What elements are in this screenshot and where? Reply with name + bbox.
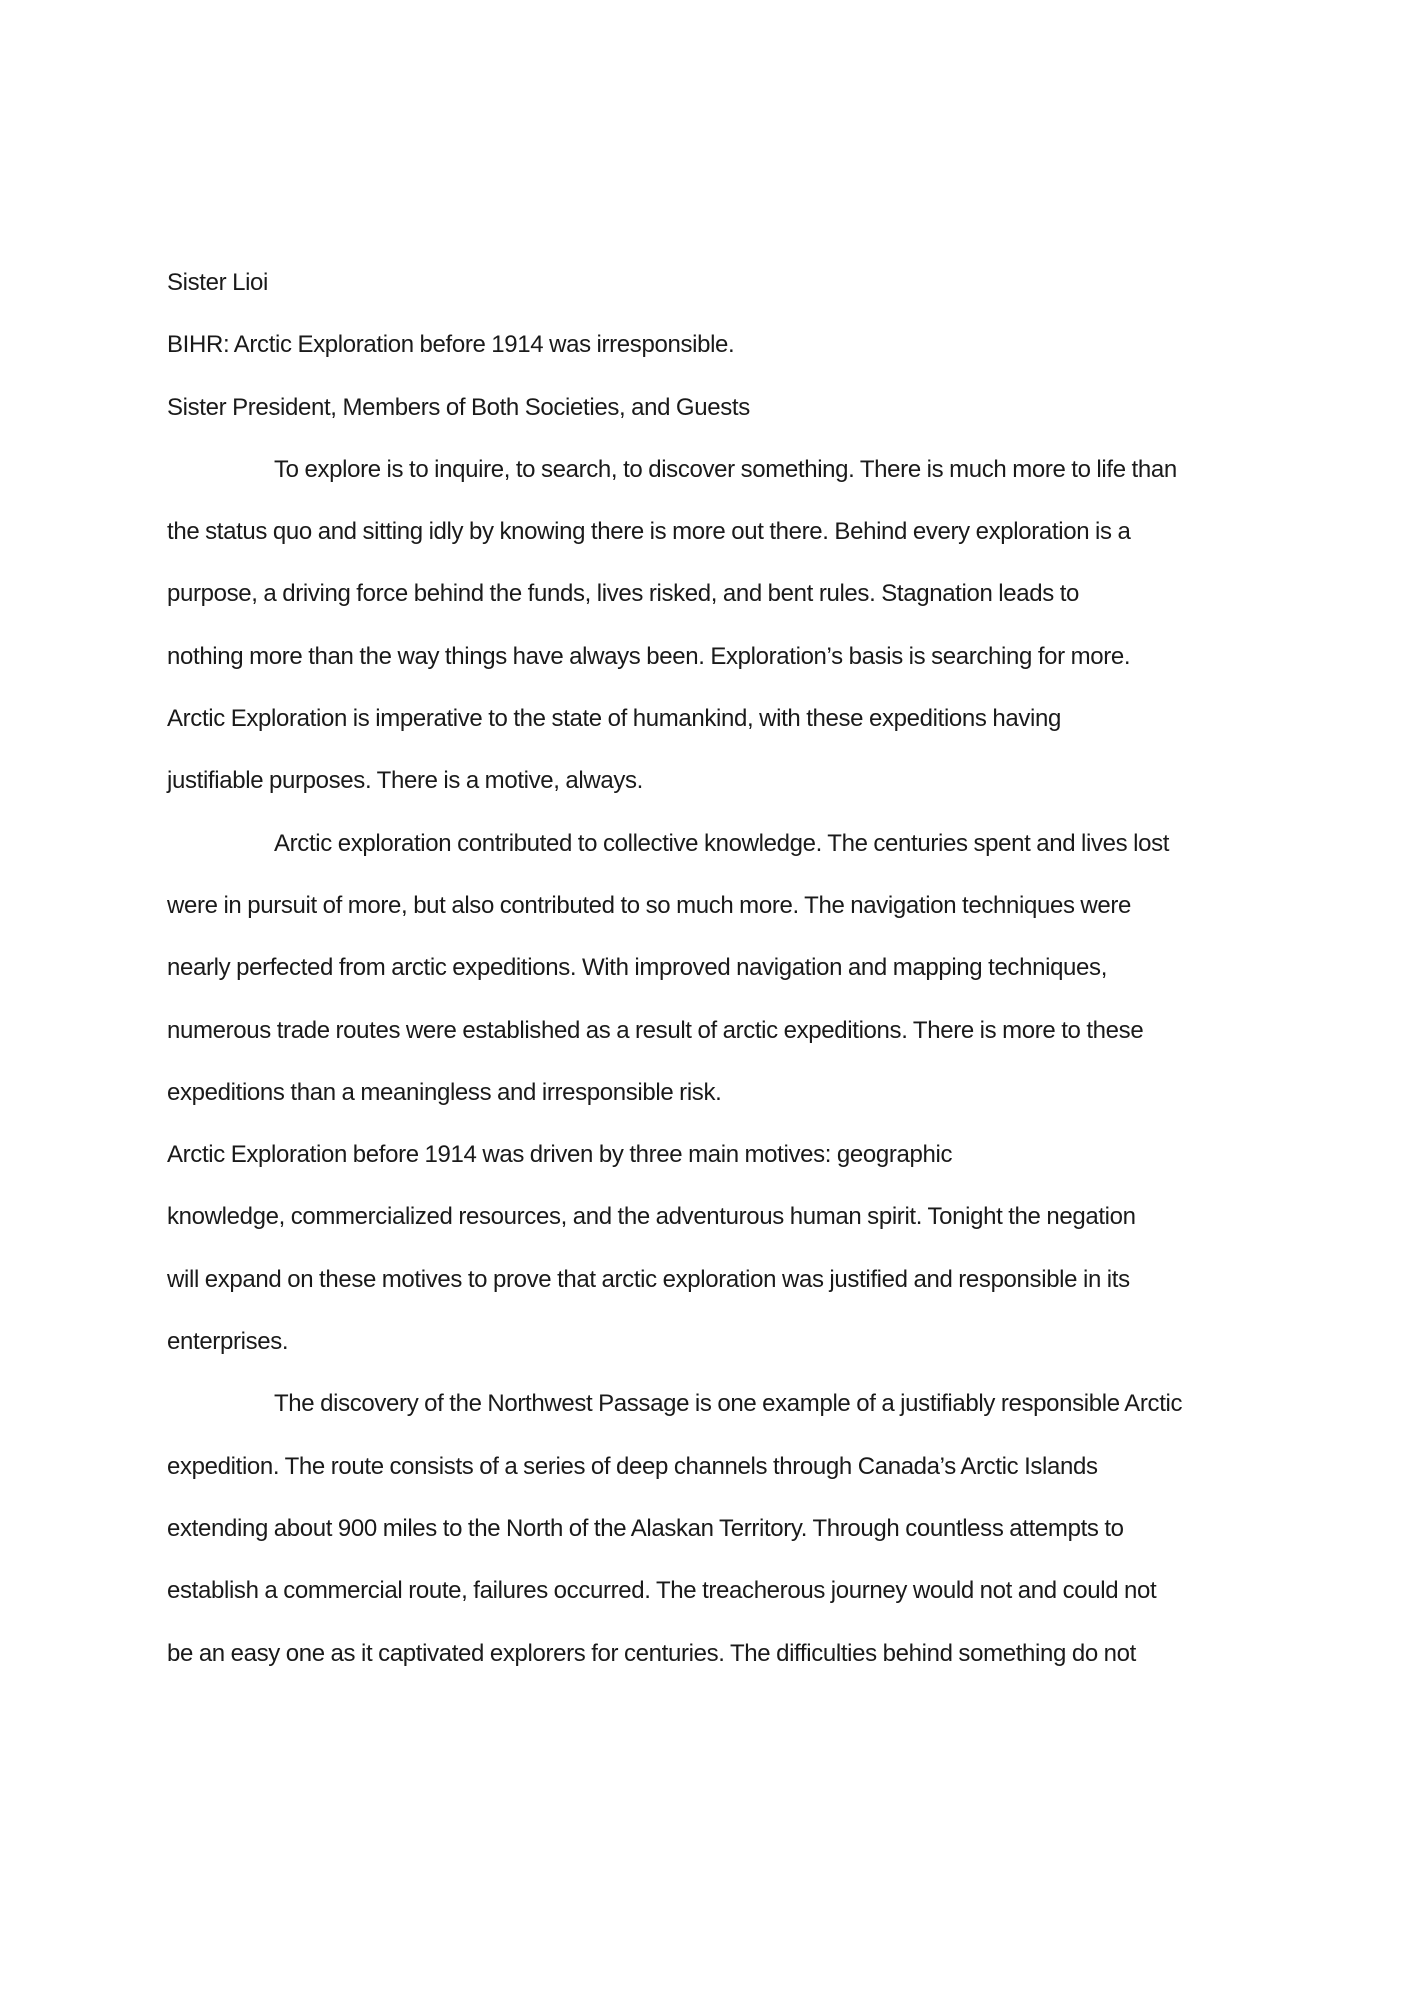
body-line: expedition. The route consists of a series of deep channels through Canada’s Arctic Islands <box>167 1452 1098 1480</box>
body-line: expeditions than a meaningless and irresponsible risk. <box>167 1078 722 1106</box>
body-line: nothing more than the way things have always been. Exploration’s basis is searching for more. <box>167 642 1131 670</box>
body-line: justifiable purposes. There is a motive, always. <box>167 767 643 795</box>
body-line: knowledge, commercialized resources, and the adventurous human spirit. Tonight the negation <box>167 1203 1136 1231</box>
body-line: Arctic Exploration before 1914 was driven by three main motives: geographic <box>167 1141 953 1169</box>
header-name: Sister Lioi <box>167 269 269 296</box>
body-line: establish a commercial route, failures occurred. The treacherous journey would not and could not <box>167 1577 1157 1605</box>
header-salutation: Sister President, Members of Both Societies, and Guests <box>167 393 750 421</box>
body-line: Arctic exploration contributed to collective knowledge. The centuries spent and lives lost <box>274 829 1170 857</box>
body-line: enterprises. <box>167 1328 289 1356</box>
body-line: will expand on these motives to prove that arctic exploration was justified and responsible in its <box>167 1265 1130 1293</box>
body-line: be an easy one as it captivated explorers for centuries. The difficulties behind something do not <box>167 1639 1136 1667</box>
body-line: Arctic Exploration is imperative to the state of humankind, with these expeditions having <box>167 705 1062 733</box>
body-line: To explore is to inquire, to search, to discover something. There is much more to life than <box>274 455 1177 483</box>
header-resolution: BIHR: Arctic Exploration before 1914 was irresponsible. <box>167 331 735 359</box>
body-line: extending about 900 miles to the North of the Alaskan Territory. Through countless attempts to <box>167 1514 1124 1542</box>
body-line: the status quo and sitting idly by knowing there is more out there. Behind every exploration is a <box>167 518 1131 546</box>
body-line: purpose, a driving force behind the funds, lives risked, and bent rules. Stagnation leads to <box>167 580 1080 608</box>
body-line: The discovery of the Northwest Passage is one example of a justifiably responsible Arctic <box>274 1390 1183 1418</box>
document-body <box>167 252 1252 1685</box>
body-line: nearly perfected from arctic expeditions. With improved navigation and mapping techniques, <box>167 954 1108 982</box>
body-line: were in pursuit of more, but also contributed to so much more. The navigation techniques were <box>167 891 1132 919</box>
body-line: numerous trade routes were established as a result of arctic expeditions. There is more to these <box>167 1016 1144 1044</box>
